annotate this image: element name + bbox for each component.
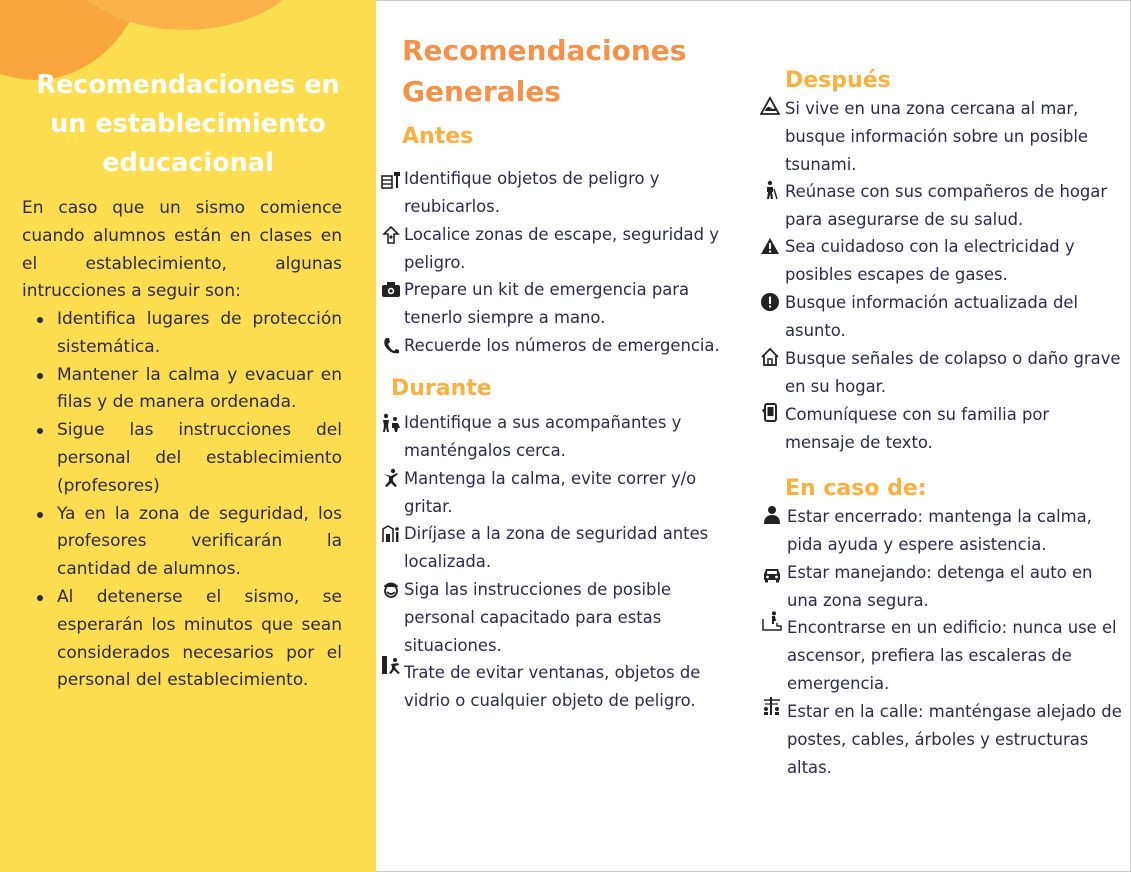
person-icon: [762, 505, 782, 525]
despues-item: Busque señales de colapso o daño grave en su hogar.: [785, 349, 1121, 396]
list-item: Ya en la zona de seguridad, los profesores verificarán la cantidad de alumnos.: [57, 501, 342, 584]
left-panel: [0, 0, 376, 872]
encaso-item: Estar encerrado: mantenga la calma, pida ayuda y espere asistencia.: [787, 507, 1092, 554]
despues-item: Busque información actualizada del asunto.: [785, 293, 1079, 340]
antes-item: Prepare un kit de emergencia para tenerlo siempre a mano.: [404, 280, 690, 327]
safe-zone-icon: [381, 524, 401, 544]
calm-person-icon: [381, 468, 401, 488]
list-item: Mantener la calma y evacuar en filas y de manera ordenada.: [57, 362, 342, 418]
rescuer-icon: [381, 579, 401, 599]
durante-heading: Durante: [391, 376, 492, 401]
phone-icon: [381, 336, 401, 356]
antes-item: Identifique objetos de peligro y reubicarlos.: [404, 169, 660, 216]
street-pole-icon: [762, 696, 782, 716]
despues-item: Reúnase con sus compañeros de hogar para asegurarse de su salud.: [785, 182, 1108, 229]
stairs-person-icon: [762, 611, 782, 631]
exit-arrow-icon: [381, 225, 401, 245]
antes-item: Recuerde los números de emergencia.: [404, 336, 720, 355]
camera-kit-icon: [381, 280, 401, 300]
left-panel-list: [57, 306, 342, 695]
shelf-hazard-icon: [381, 170, 401, 190]
durante-item: Trate de evitar ventanas, objetos de vidrio o cualquier objeto de peligro.: [404, 663, 701, 710]
mobile-phone-icon: [760, 402, 780, 422]
encaso-heading: En caso de:: [785, 476, 927, 501]
list-item: Identifica lugares de protección sistemática.: [57, 306, 342, 362]
despues-item: Sea cuidadoso con la electricidad y posibles escapes de gases.: [785, 237, 1075, 284]
durante-item: Siga las instrucciones de posible personal capacitado para estas situaciones.: [404, 580, 672, 655]
list-item: Al detenerse el sismo, se esperarán los minutos que sean considerados necesarios por el personal del establecimiento.: [57, 584, 342, 695]
antes-heading: Antes: [402, 124, 474, 149]
encaso-item: Estar manejando: detenga el auto en una zona segura.: [787, 563, 1093, 610]
left-panel-intro: En caso que un sismo comience cuando alumnos están en clases en el establecimiento, algunas intrucciones a seguir son:: [22, 198, 342, 302]
durante-item: Diríjase a la zona de seguridad antes localizada.: [404, 524, 709, 571]
despues-heading: Después: [785, 68, 891, 93]
durante-item: Mantenga la calma, evite correr y/o gritar.: [404, 469, 697, 516]
list-item: Sigue las instrucciones del personal del establecimiento (profesores): [57, 417, 342, 500]
despues-item: Si vive en una zona cercana al mar, busque información sobre un posible tsunami.: [785, 99, 1089, 174]
left-panel-title: Recomendaciones en un establecimiento educacional: [36, 70, 340, 178]
house-icon: [760, 347, 780, 367]
window-avoid-icon: [381, 655, 401, 675]
despues-item: Comuníquese con su familia por mensaje de texto.: [785, 405, 1050, 452]
antes-item: Localice zonas de escape, seguridad y peligro.: [404, 225, 719, 272]
walking-person-icon: [760, 180, 780, 200]
tsunami-icon: [760, 96, 780, 116]
alert-circle-icon: [760, 292, 780, 312]
general-title: Recomendaciones Generales: [402, 34, 687, 108]
car-icon: [762, 564, 782, 584]
encaso-item: Encontrarse en un edificio: nunca use el ascensor, prefiera las escaleras de emergencia.: [787, 618, 1117, 693]
companions-icon: [381, 413, 401, 433]
warning-icon: [760, 236, 780, 256]
durante-item: Identifique a sus acompañantes y manténgalos cerca.: [404, 413, 682, 460]
encaso-item: Estar en la calle: manténgase alejado de postes, cables, árboles y estructuras altas.: [787, 702, 1122, 777]
